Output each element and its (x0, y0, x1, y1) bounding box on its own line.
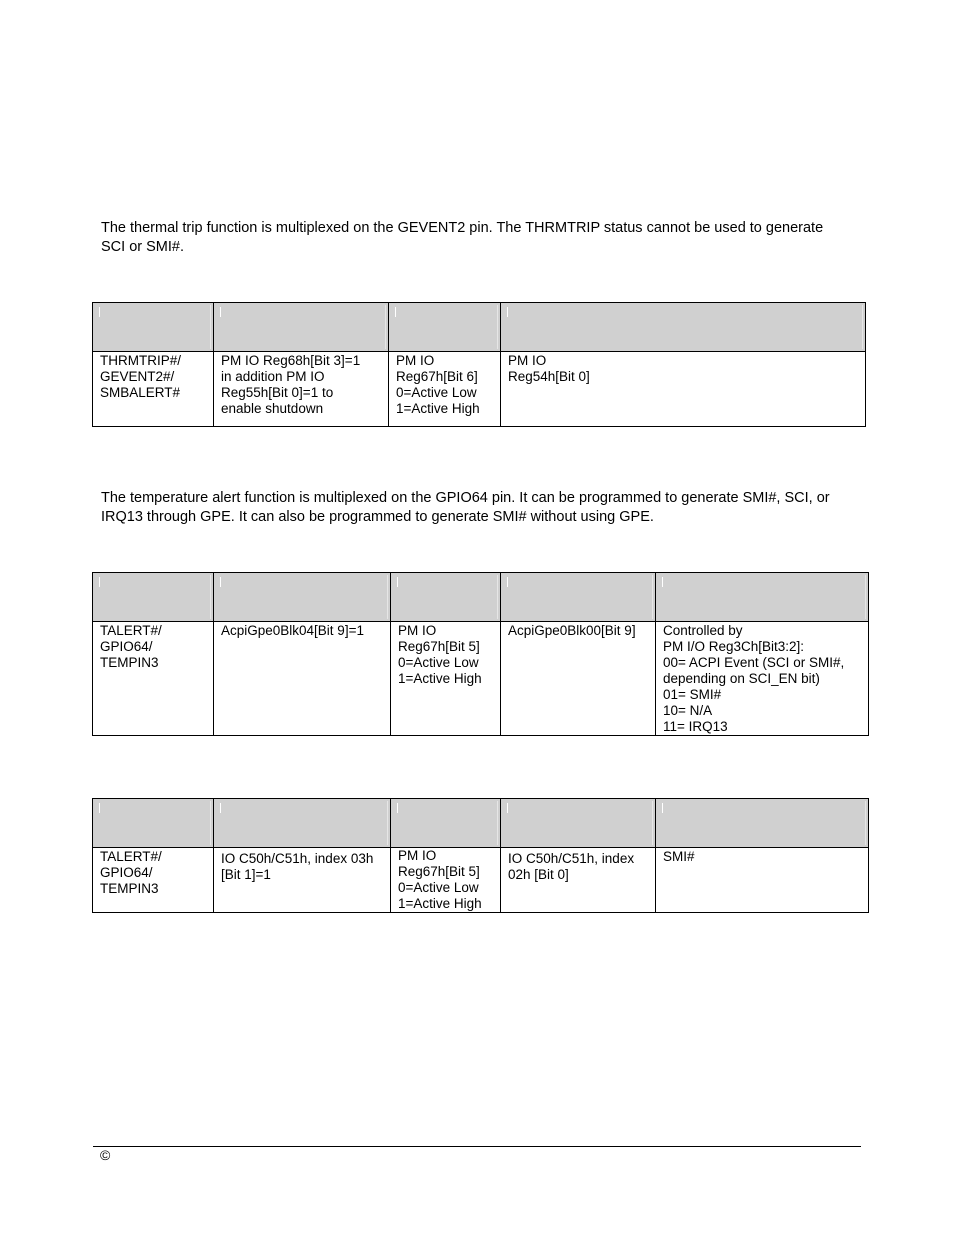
header-cell (389, 303, 501, 352)
header-cell (93, 799, 214, 848)
enable-cell: IO C50h/C51h, index 03h [Bit 1]=1 (214, 848, 391, 913)
header-cell (391, 573, 501, 622)
header-cell (214, 303, 389, 352)
header-cell (214, 573, 391, 622)
status-cell: PM IO Reg54h[Bit 0] (501, 352, 866, 427)
pin-name-cell: THRMTRIP#/ GEVENT2#/ SMBALERT# (93, 352, 214, 427)
table-header-row (93, 799, 869, 848)
header-cell (214, 799, 391, 848)
table-header-row (93, 303, 866, 352)
event-cell: Controlled by PM I/O Reg3Ch[Bit3:2]: 00= ACPI Event (SCI or SMI#, depending on SCI_EN bit) 01= SMI# 10= N/A 11= IRQ13 (656, 622, 869, 736)
header-cell (93, 303, 214, 352)
header-cell (656, 799, 869, 848)
event-cell: SMI# (656, 848, 869, 913)
pin-name-cell: TALERT#/ GPIO64/ TEMPIN3 (93, 848, 214, 913)
header-cell (391, 799, 501, 848)
pin-name-cell: TALERT#/ GPIO64/ TEMPIN3 (93, 622, 214, 736)
copyright-mark: © (100, 1147, 111, 1163)
table-row (93, 848, 869, 913)
header-cell (501, 799, 656, 848)
enable-cell: AcpiGpe0Blk04[Bit 9]=1 (214, 622, 391, 736)
header-cell (93, 573, 214, 622)
temp-alert-smi-table (92, 798, 869, 913)
enable-cell: PM IO Reg68h[Bit 3]=1 in addition PM IO Reg55h[Bit 0]=1 to enable shutdown (214, 352, 389, 427)
table-header-row (93, 573, 869, 622)
polarity-cell: PM IO Reg67h[Bit 5] 0=Active Low 1=Active High (391, 622, 501, 736)
thermal-trip-paragraph: The thermal trip function is multiplexed on the GEVENT2 pin. The THRMTRIP status cannot be used to generate SCI or SMI#. (101, 220, 824, 255)
header-cell (501, 573, 656, 622)
polarity-cell: PM IO Reg67h[Bit 6] 0=Active Low 1=Active High (389, 352, 501, 427)
header-cell (656, 573, 869, 622)
status-cell: IO C50h/C51h, index 02h [Bit 0] (501, 848, 656, 913)
status-cell: AcpiGpe0Blk00[Bit 9] (501, 622, 656, 736)
footer-divider (93, 1146, 861, 1147)
temp-alert-paragraph: The temperature alert function is multiplexed on the GPIO64 pin. It can be programmed to generate SMI#, SCI, or IRQ13 through GPE. It can also be programmed to generate SMI# without using GPE. (101, 490, 830, 525)
table-row (93, 622, 869, 736)
table-row (93, 352, 866, 427)
temp-alert-gpe-table (92, 572, 869, 736)
thermal-trip-table (92, 302, 866, 427)
polarity-cell: PM IO Reg67h[Bit 5] 0=Active Low 1=Active High (391, 848, 501, 913)
header-cell (501, 303, 866, 352)
